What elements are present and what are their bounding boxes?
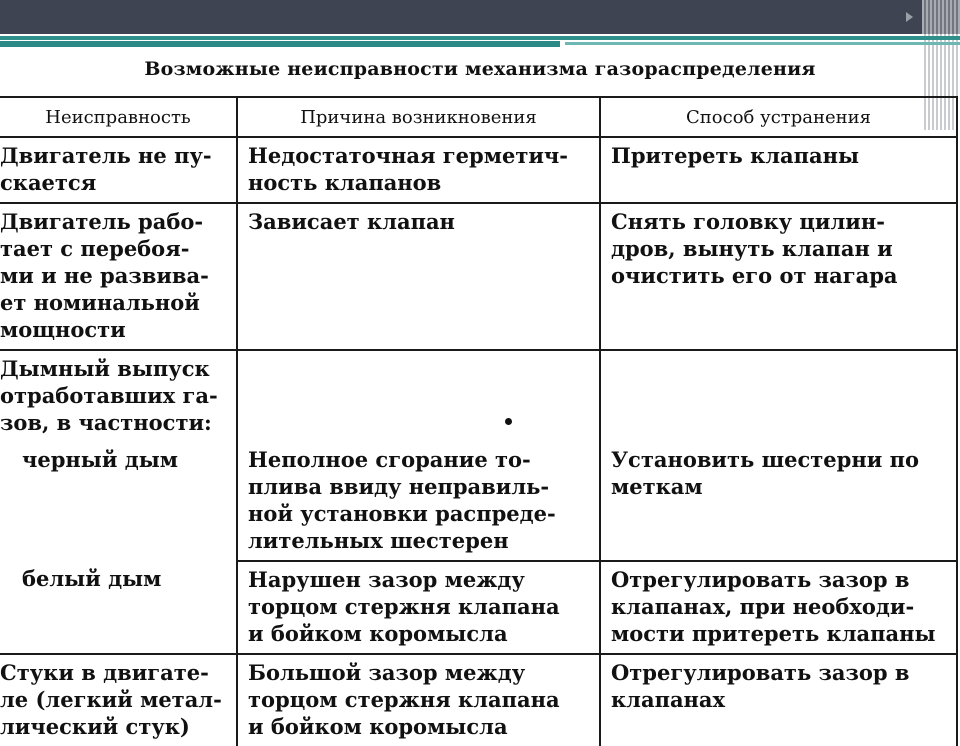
remedy-cell: [600, 442, 957, 561]
cause-line: Недостаточная герметич-: [248, 143, 568, 168]
fault-line: Двигатель не пу-: [0, 143, 212, 168]
header-cause: Причина возникновения: [237, 97, 600, 137]
table-row: [0, 654, 957, 746]
fault-line: тает с перебоя-: [0, 236, 190, 261]
fault-line: скается: [0, 170, 97, 195]
cause-line: плива ввиду неправиль-: [248, 474, 550, 499]
fault-line: ми и не развива-: [0, 263, 209, 288]
table-row: [0, 350, 957, 442]
accent-line-thick: [0, 41, 560, 47]
play-icon: [906, 12, 913, 22]
cause-line: Зависает клапан: [248, 209, 455, 234]
fault-line: мощности: [0, 317, 126, 342]
fault-cell: [0, 561, 237, 654]
remedy-cell: [600, 137, 957, 203]
fault-cell: [0, 203, 237, 350]
fault-cell: [0, 350, 237, 442]
table-header-row: [0, 97, 957, 137]
cause-cell: [237, 561, 600, 654]
cause-cell: [237, 203, 600, 350]
cause-line: торцом стержня клапана: [248, 594, 560, 619]
remedy-cell: [600, 203, 957, 350]
fault-cell: [0, 654, 237, 746]
fault-line: Стуки в двигате-: [0, 660, 209, 685]
fault-line: Дымный выпуск: [0, 356, 210, 381]
header-fault: Неисправность: [0, 97, 237, 137]
remedy-line: Отрегулировать зазор в: [611, 567, 910, 592]
accent-line-thin: [565, 42, 960, 45]
ink-dot: [505, 418, 512, 425]
table-row: [0, 137, 957, 203]
cause-line: ной установки распреде-: [248, 501, 556, 526]
table-row: [0, 203, 957, 350]
remedy-cell: [600, 654, 957, 746]
fault-line: черный дым: [22, 447, 179, 472]
cause-line: Неполное сгорание то-: [248, 447, 531, 472]
cause-line: лительных шестерен: [248, 528, 509, 553]
fault-cell: [0, 442, 237, 561]
cause-line: Нарушен зазор между: [248, 567, 525, 592]
remedy-line: Установить шестерни по: [611, 447, 919, 472]
slide-header-band: [0, 0, 960, 34]
fault-cell: [0, 137, 237, 203]
cause-line: ность клапанов: [248, 170, 442, 195]
cause-cell: [237, 137, 600, 203]
fault-line: зов, в частности:: [0, 410, 212, 435]
remedy-line: дров, вынуть клапан и: [611, 236, 893, 261]
remedy-cell: [600, 561, 957, 654]
remedy-line: клапанах: [611, 687, 726, 712]
remedy-line: Отрегулировать зазор в: [611, 660, 910, 685]
cause-cell: [237, 654, 600, 746]
remedy-line: Притереть клапаны: [611, 143, 860, 168]
remedy-cell: [600, 350, 957, 442]
fault-line: отработавших га-: [0, 383, 218, 408]
cause-line: и бойком коромысла: [248, 621, 508, 646]
cause-line: и бойком коромысла: [248, 714, 508, 739]
document-title: Возможные неисправности механизма газораспределения: [144, 58, 816, 80]
fault-line: белый дым: [22, 566, 162, 591]
table-row: [0, 561, 957, 654]
table-row: [0, 442, 957, 561]
cause-line: Большой зазор между: [248, 660, 526, 685]
remedy-line: клапанах, при необходи-: [611, 594, 915, 619]
cause-cell: [237, 350, 600, 442]
accent-line: [0, 36, 960, 40]
fault-line: ле (легкий метал-: [0, 687, 222, 712]
fault-line: лический стук): [0, 714, 190, 739]
remedy-line: Снять головку цилин-: [611, 209, 885, 234]
cause-line: торцом стержня клапана: [248, 687, 560, 712]
fault-line: Двигатель рабо-: [0, 209, 204, 234]
header-remedy: Способ устранения: [600, 97, 957, 137]
fault-line: ет номинальной: [0, 290, 200, 315]
faults-table: [0, 96, 958, 746]
cause-cell: [237, 442, 600, 561]
remedy-line: мости притереть клапаны: [611, 621, 936, 646]
remedy-line: очистить его от нагара: [611, 263, 898, 288]
remedy-line: меткам: [611, 474, 703, 499]
